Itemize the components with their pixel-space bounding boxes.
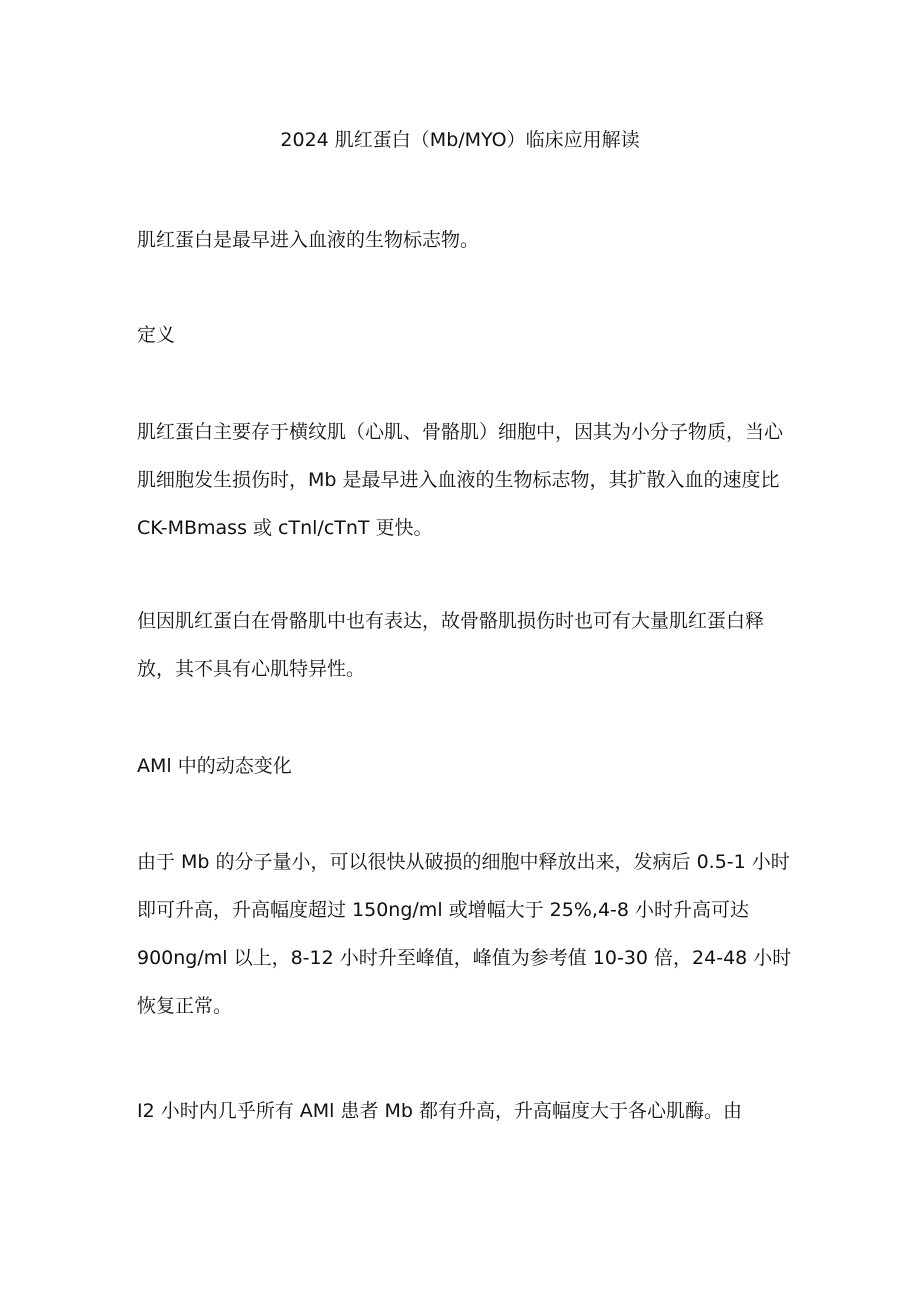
- paragraph-line: I2 小时内几乎所有 AMl 患者 Mb 都有升高，升高幅度大于各心肌酶。由: [137, 1100, 743, 1122]
- paragraph-line: 肌红蛋白主要存于横纹肌（心肌、骨骼肌）细胞中，因其为小分子物质，当心: [137, 421, 784, 443]
- ami-paragraph-2: [137, 1087, 797, 1135]
- paragraph-line: 恢复正常。: [137, 995, 233, 1017]
- section-heading-definition: 定义: [137, 324, 176, 346]
- paragraph-line: 肌细胞发生损伤时，Mb 是最早进入血液的生物标志物，其扩散入血的速度比: [137, 469, 780, 491]
- paragraph-line: 放，其不具有心肌特异性。: [137, 658, 366, 680]
- paragraph-line: 但因肌红蛋白在骨骼肌中也有表达，故骨骼肌损伤时也可有大量肌红蛋白释: [137, 610, 765, 632]
- paragraph-line: CK-MBmass 或 cTnl/cTnT 更快。: [137, 517, 433, 539]
- document-title: 2024 肌红蛋白（Mb/MYO）临床应用解读: [280, 129, 640, 151]
- paragraph-line: 由于 Mb 的分子量小，可以很快从破损的细胞中释放出来，发病后 0.5-1 小时: [137, 851, 790, 873]
- intro-text: 肌红蛋白是最早进入血液的生物标志物。: [137, 229, 480, 251]
- paragraph-line: 900ng∕ml 以上，8-12 小时升至峰值，峰值为参考值 10-30 倍，24-48 小时: [137, 947, 792, 969]
- definition-paragraph-2: [137, 597, 797, 693]
- ami-paragraph-1: [137, 838, 797, 1030]
- section-heading-ami: AMl 中的动态变化: [137, 755, 292, 777]
- definition-paragraph-1: [137, 408, 797, 552]
- paragraph-line: 即可升高，升高幅度超过 150ng∕ml 或增幅大于 25%,4-8 小时升高可达: [137, 899, 750, 921]
